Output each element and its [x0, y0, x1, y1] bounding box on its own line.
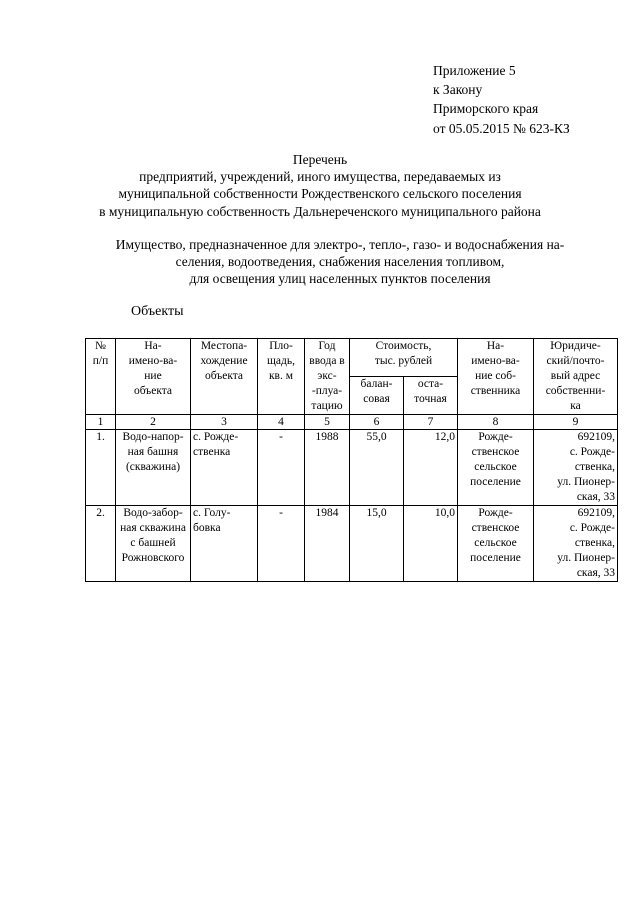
cell-line: № [95, 340, 106, 352]
cell-line: поселение [470, 476, 521, 488]
cell-line: ственника [470, 385, 521, 397]
cell-line: 692109, [577, 507, 615, 519]
header-cell [191, 339, 258, 415]
title-line: муниципальной собственности Рождественского сельского поселения [118, 186, 522, 202]
owner-name [458, 506, 534, 582]
index-cell: 4 [258, 415, 305, 430]
cell-line: -плуа- [311, 385, 343, 397]
cell-line: ская, 33 [576, 567, 615, 579]
table-index-row [86, 415, 618, 430]
table-row [86, 506, 618, 582]
header-cell [534, 339, 618, 415]
cell-line: с. Голу- [193, 507, 231, 519]
object-year: 1984 [305, 506, 350, 582]
cell-line: Рожде- [478, 507, 513, 519]
cell-line: точная [414, 393, 447, 405]
cell-line: ная башня [127, 446, 179, 458]
object-name [116, 430, 191, 506]
cell-line: с. Рожде- [569, 446, 615, 458]
header-cell [350, 377, 404, 415]
cell-line: собственни- [545, 385, 606, 397]
object-location [191, 430, 258, 506]
cell-line: имено-ва- [128, 355, 178, 367]
cell-line: вый адрес [550, 370, 601, 382]
subtitle-line: селения, водоотведения, снабжения населения топливом, [175, 254, 505, 270]
document-subtitle [0, 236, 640, 288]
cell-line: хождение [200, 355, 248, 367]
object-balance-value: 55,0 [350, 430, 404, 506]
annex-line: от 05.05.2015 № 623-КЗ [433, 120, 570, 136]
index-cell: 1 [86, 415, 116, 430]
cell-line: (скважина) [125, 461, 181, 473]
cell-line: ственка, [574, 461, 615, 473]
cell-line: балан- [360, 378, 393, 390]
cell-line: ский/почто- [546, 355, 605, 367]
cell-line: ственское [471, 522, 520, 534]
header-cell-cost [350, 339, 458, 377]
cell-line: ская, 33 [576, 491, 615, 503]
subtitle-line: для освещения улиц населенных пунктов поселения [189, 271, 491, 287]
cell-line: На- [486, 340, 505, 352]
annex-line: Приморского края [433, 101, 539, 117]
header-cell [116, 339, 191, 415]
subtitle-line: Имущество, предназначенное для электро-, тепло-, газо- и водоснабжения на- [115, 237, 565, 252]
index-cell: 8 [458, 415, 534, 430]
cell-line: ка [570, 400, 581, 412]
cell-line: Стоимость, [375, 340, 432, 352]
header-cell [458, 339, 534, 415]
object-balance-value: 15,0 [350, 506, 404, 582]
cell-line: Юридиче- [550, 340, 601, 352]
document-title [0, 151, 640, 220]
cell-line: Год [318, 340, 336, 352]
index-cell: 3 [191, 415, 258, 430]
header-cell [86, 339, 116, 415]
cell-line: с башней [130, 537, 176, 549]
index-cell: 2 [116, 415, 191, 430]
cell-line: с. Рожде- [193, 431, 239, 443]
cell-line: совая [363, 393, 390, 405]
object-residual-value: 10,0 [404, 506, 458, 582]
cell-line: щадь, [267, 355, 295, 367]
cell-line: ул. Пионер- [557, 476, 615, 488]
table-header-row [86, 339, 618, 377]
cell-line: тацию [311, 400, 343, 412]
object-area: - [258, 430, 305, 506]
cell-line: объекта [133, 385, 173, 397]
index-cell: 9 [534, 415, 618, 430]
objects-table [85, 338, 618, 582]
cell-line: На- [144, 340, 162, 352]
owner-address [534, 506, 618, 582]
cell-line: ственка [193, 446, 231, 458]
cell-line: поселение [470, 552, 521, 564]
cell-line: ственка, [574, 537, 615, 549]
annex-header [433, 61, 570, 138]
title-line: в муниципальную собственность Дальнереченского муниципального района [99, 203, 541, 219]
table-row [86, 430, 618, 506]
object-location [191, 506, 258, 582]
header-cell [404, 377, 458, 415]
cell-line: 692109, [577, 431, 615, 443]
cell-line: с. Рожде- [569, 522, 615, 534]
index-cell: 6 [350, 415, 404, 430]
cell-line: сельское [474, 461, 517, 473]
index-cell: 7 [404, 415, 458, 430]
cell-line: ная скважина [120, 522, 186, 534]
object-area: - [258, 506, 305, 582]
section-title: Объекты [131, 304, 184, 319]
cell-line: ул. Пионер- [557, 552, 615, 564]
annex-line: Приложение 5 [433, 63, 516, 78]
cell-line: тыс. рублей [374, 355, 433, 367]
object-name [116, 506, 191, 582]
object-year: 1988 [305, 430, 350, 506]
row-number: 1. [86, 430, 116, 506]
owner-name [458, 430, 534, 506]
annex-line: к Закону [433, 82, 483, 98]
cell-line: экс- [317, 370, 337, 382]
cell-line: Местопа- [200, 340, 248, 352]
cell-line: Рожде- [478, 431, 513, 443]
cell-line: Пло- [269, 340, 293, 352]
owner-address [534, 430, 618, 506]
title-line: предприятий, учреждений, иного имущества, передаваемых из [139, 169, 501, 185]
cell-line: ввода в [309, 355, 345, 367]
cell-line: п/п [92, 355, 109, 367]
row-number: 2. [86, 506, 116, 582]
cell-line: бовка [193, 522, 221, 534]
cell-line: объекта [204, 370, 244, 382]
cell-line: Водо-напор- [122, 431, 184, 443]
object-residual-value: 12,0 [404, 430, 458, 506]
cell-line: Рожновского [121, 552, 185, 564]
cell-line: Водо-забор- [123, 507, 183, 519]
header-cell [258, 339, 305, 415]
cell-line: имено-ва- [471, 355, 520, 367]
cell-line: кв. м [268, 370, 294, 382]
cell-line: ственское [471, 446, 520, 458]
index-cell: 5 [305, 415, 350, 430]
cell-line: сельское [474, 537, 517, 549]
title-line: Перечень [292, 152, 348, 167]
cell-line: ние [144, 370, 162, 382]
cell-line: оста- [417, 378, 444, 390]
header-cell [305, 339, 350, 415]
cell-line: ние соб- [475, 370, 516, 382]
